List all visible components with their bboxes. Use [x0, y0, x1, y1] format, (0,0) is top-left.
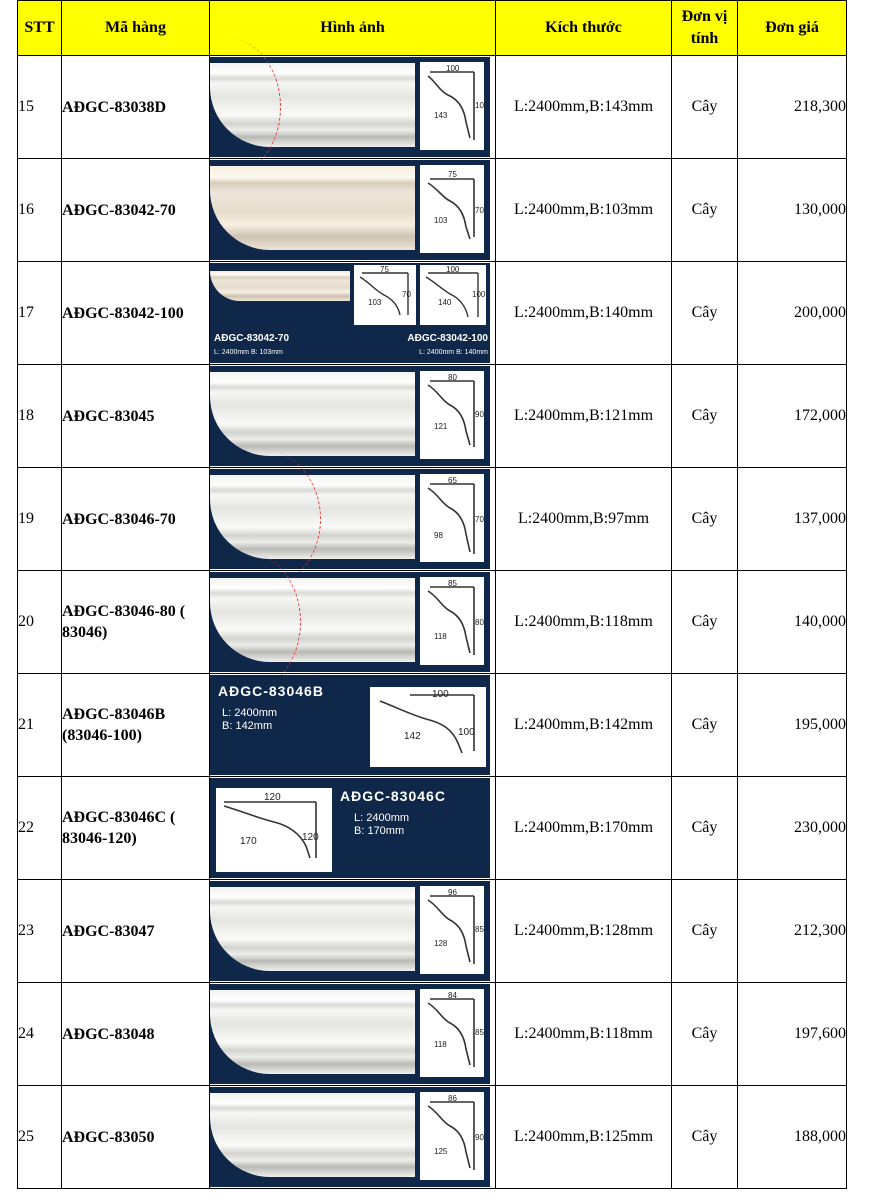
panel-spec-length: L: 2400mm	[354, 812, 410, 824]
row-stt: 17	[18, 262, 62, 365]
row-price: 218,300	[738, 56, 847, 159]
molding-graphic	[210, 990, 415, 1074]
header-stt: STT	[18, 1, 62, 56]
dim-top: 65	[448, 476, 457, 485]
table-row	[18, 983, 847, 1086]
product-photo	[210, 263, 490, 363]
profile-diagram	[420, 62, 489, 150]
dim-top: 100	[446, 265, 460, 274]
row-code: AĐGC-83046-70	[62, 468, 210, 571]
row-code: AĐGC-83038D	[62, 56, 210, 159]
row-code-line1: AĐGC-83046-80 (	[62, 603, 186, 620]
molding-graphic	[210, 166, 415, 250]
row-image	[210, 1086, 496, 1189]
dim-side: 70	[475, 515, 484, 524]
row-unit: Cây	[672, 56, 738, 159]
row-unit: Cây	[672, 365, 738, 468]
dim-top: 85	[448, 579, 457, 588]
profile-diagram	[420, 577, 484, 665]
profile-diagram	[420, 886, 484, 974]
panel-left-spec: L: 2400mm B: 103mm	[214, 349, 283, 356]
dim-diag: 98	[434, 531, 443, 540]
row-unit: Cây	[672, 880, 738, 983]
dim-diag: 103	[368, 298, 382, 307]
row-price: 212,300	[738, 880, 847, 983]
header-row	[18, 1, 847, 56]
profile-diagram-left	[354, 265, 416, 325]
row-size: L:2400mm,B:143mm	[496, 56, 672, 159]
row-code-line2: 83046-120)	[62, 830, 137, 847]
row-unit: Cây	[672, 468, 738, 571]
price-table	[17, 0, 847, 1189]
row-code	[62, 571, 210, 674]
panel-name: AĐGC-83046C	[340, 788, 446, 804]
row-image	[210, 571, 496, 674]
table-row	[18, 262, 847, 365]
table-row	[18, 468, 847, 571]
profile-diagram	[216, 788, 332, 872]
dim-top: 96	[448, 888, 457, 897]
product-photo	[210, 984, 490, 1084]
row-unit: Cây	[672, 674, 738, 777]
header-image: Hình ảnh	[210, 1, 496, 56]
row-unit: Cây	[672, 159, 738, 262]
row-size: L:2400mm,B:121mm	[496, 365, 672, 468]
product-photo	[210, 572, 490, 672]
profile-diagram	[370, 687, 486, 767]
row-stt: 16	[18, 159, 62, 262]
row-price: 137,000	[738, 468, 847, 571]
dim-diag: 128	[434, 939, 448, 948]
dim-diag: 142	[404, 731, 421, 742]
dim-side: 100	[472, 290, 486, 299]
row-code: AĐGC-83047	[62, 880, 210, 983]
panel-name: AĐGC-83046B	[218, 683, 324, 699]
row-code	[62, 777, 210, 880]
row-stt: 23	[18, 880, 62, 983]
row-price: 200,000	[738, 262, 847, 365]
profile-diagram-right	[420, 265, 486, 325]
dim-top: 100	[446, 64, 460, 73]
row-size: L:2400mm,B:118mm	[496, 571, 672, 674]
molding-graphic	[210, 372, 415, 456]
row-stt: 19	[18, 468, 62, 571]
table-row	[18, 159, 847, 262]
molding-graphic	[210, 1093, 415, 1177]
header-price: Đơn giá	[738, 1, 847, 56]
product-photo	[210, 675, 490, 775]
row-code: AĐGC-83042-70	[62, 159, 210, 262]
profile-diagram	[420, 474, 484, 562]
row-unit: Cây	[672, 1086, 738, 1189]
row-size: L:2400mm,B:125mm	[496, 1086, 672, 1189]
row-size: L:2400mm,B:118mm	[496, 983, 672, 1086]
panel-right-name: AĐGC-83042-100	[407, 333, 488, 344]
dim-side: 90	[475, 1133, 484, 1142]
dim-side: 90	[475, 410, 484, 419]
profile-diagram	[420, 165, 484, 253]
table-row	[18, 674, 847, 777]
row-unit: Cây	[672, 983, 738, 1086]
row-size: L:2400mm,B:97mm	[496, 468, 672, 571]
row-code: AĐGC-83050	[62, 1086, 210, 1189]
row-unit: Cây	[672, 777, 738, 880]
product-photo	[210, 57, 490, 157]
dim-diag: 103	[434, 216, 448, 225]
panel-spec-length: L: 2400mm	[222, 707, 278, 719]
dim-top: 75	[380, 265, 389, 274]
row-price: 197,600	[738, 983, 847, 1086]
row-code-line2: (83046-100)	[62, 727, 142, 744]
dim-top: 100	[432, 689, 449, 700]
row-image	[210, 880, 496, 983]
dim-top: 75	[448, 170, 457, 179]
row-stt: 24	[18, 983, 62, 1086]
dim-diag: 125	[434, 1147, 448, 1156]
row-unit: Cây	[672, 571, 738, 674]
row-size: L:2400mm,B:170mm	[496, 777, 672, 880]
dim-diag: 143	[434, 111, 448, 120]
dim-side: 70	[402, 290, 411, 299]
product-photo	[210, 1087, 490, 1187]
profile-arc	[190, 552, 301, 692]
panel-spec-width: B: 170mm	[354, 825, 405, 837]
dim-side: 100	[475, 101, 489, 110]
dim-side: 100	[458, 727, 475, 738]
profile-diagram	[420, 371, 484, 459]
row-unit: Cây	[672, 262, 738, 365]
panel-left-name: AĐGC-83042-70	[214, 333, 290, 344]
row-price: 195,000	[738, 674, 847, 777]
header-unit-line2: tính	[690, 30, 719, 47]
row-price: 172,000	[738, 365, 847, 468]
row-price: 140,000	[738, 571, 847, 674]
row-price: 230,000	[738, 777, 847, 880]
row-image	[210, 777, 496, 880]
row-size: L:2400mm,B:142mm	[496, 674, 672, 777]
dim-top: 86	[448, 1094, 457, 1103]
dim-top: 80	[448, 373, 457, 382]
row-size: L:2400mm,B:128mm	[496, 880, 672, 983]
row-code-line1: AĐGC-83046B	[62, 706, 166, 723]
row-stt: 22	[18, 777, 62, 880]
dim-diag: 121	[434, 422, 448, 431]
table-row	[18, 1086, 847, 1189]
table-row	[18, 880, 847, 983]
row-stt: 25	[18, 1086, 62, 1189]
row-size: L:2400mm,B:103mm	[496, 159, 672, 262]
dim-side: 120	[302, 832, 319, 843]
row-image	[210, 674, 496, 777]
profile-arc	[170, 37, 281, 177]
row-price: 130,000	[738, 159, 847, 262]
dim-top: 84	[448, 991, 457, 1000]
row-image	[210, 56, 496, 159]
header-size: Kích thước	[496, 1, 672, 56]
row-code: AĐGC-83045	[62, 365, 210, 468]
row-stt: 15	[18, 56, 62, 159]
row-stt: 20	[18, 571, 62, 674]
table-row	[18, 365, 847, 468]
dim-diag: 118	[434, 1040, 447, 1049]
row-size: L:2400mm,B:140mm	[496, 262, 672, 365]
header-unit	[672, 1, 738, 56]
product-photo	[210, 778, 490, 878]
table-row	[18, 777, 847, 880]
molding-graphic	[210, 271, 350, 301]
header-code: Mã hàng	[62, 1, 210, 56]
row-stt: 21	[18, 674, 62, 777]
row-code-line2: 83046)	[62, 624, 108, 641]
table-row	[18, 571, 847, 674]
dim-side: 80	[475, 618, 484, 627]
row-price: 188,000	[738, 1086, 847, 1189]
row-image	[210, 983, 496, 1086]
dim-side: 70	[475, 206, 484, 215]
row-code	[62, 674, 210, 777]
molding-graphic	[210, 887, 415, 971]
dim-side: 85	[475, 925, 484, 934]
header-unit-line1: Đơn vị	[681, 8, 728, 25]
dim-diag: 140	[438, 298, 452, 307]
panel-spec-width: B: 142mm	[222, 720, 273, 732]
product-photo	[210, 881, 490, 981]
product-photo	[210, 160, 490, 260]
row-image	[210, 159, 496, 262]
profile-diagram	[420, 989, 484, 1077]
profile-diagram	[420, 1092, 484, 1180]
row-code: AĐGC-83048	[62, 983, 210, 1086]
dim-diag: 118	[434, 632, 447, 641]
row-stt: 18	[18, 365, 62, 468]
panel-right-spec: L: 2400mm B: 140mm	[419, 349, 488, 356]
row-code: AĐGC-83042-100	[62, 262, 210, 365]
dim-top: 120	[264, 792, 281, 803]
dim-diag: 170	[240, 836, 257, 847]
dim-side: 85	[475, 1028, 484, 1037]
row-code-line1: AĐGC-83046C (	[62, 809, 176, 826]
table-row	[18, 56, 847, 159]
row-image	[210, 262, 496, 365]
